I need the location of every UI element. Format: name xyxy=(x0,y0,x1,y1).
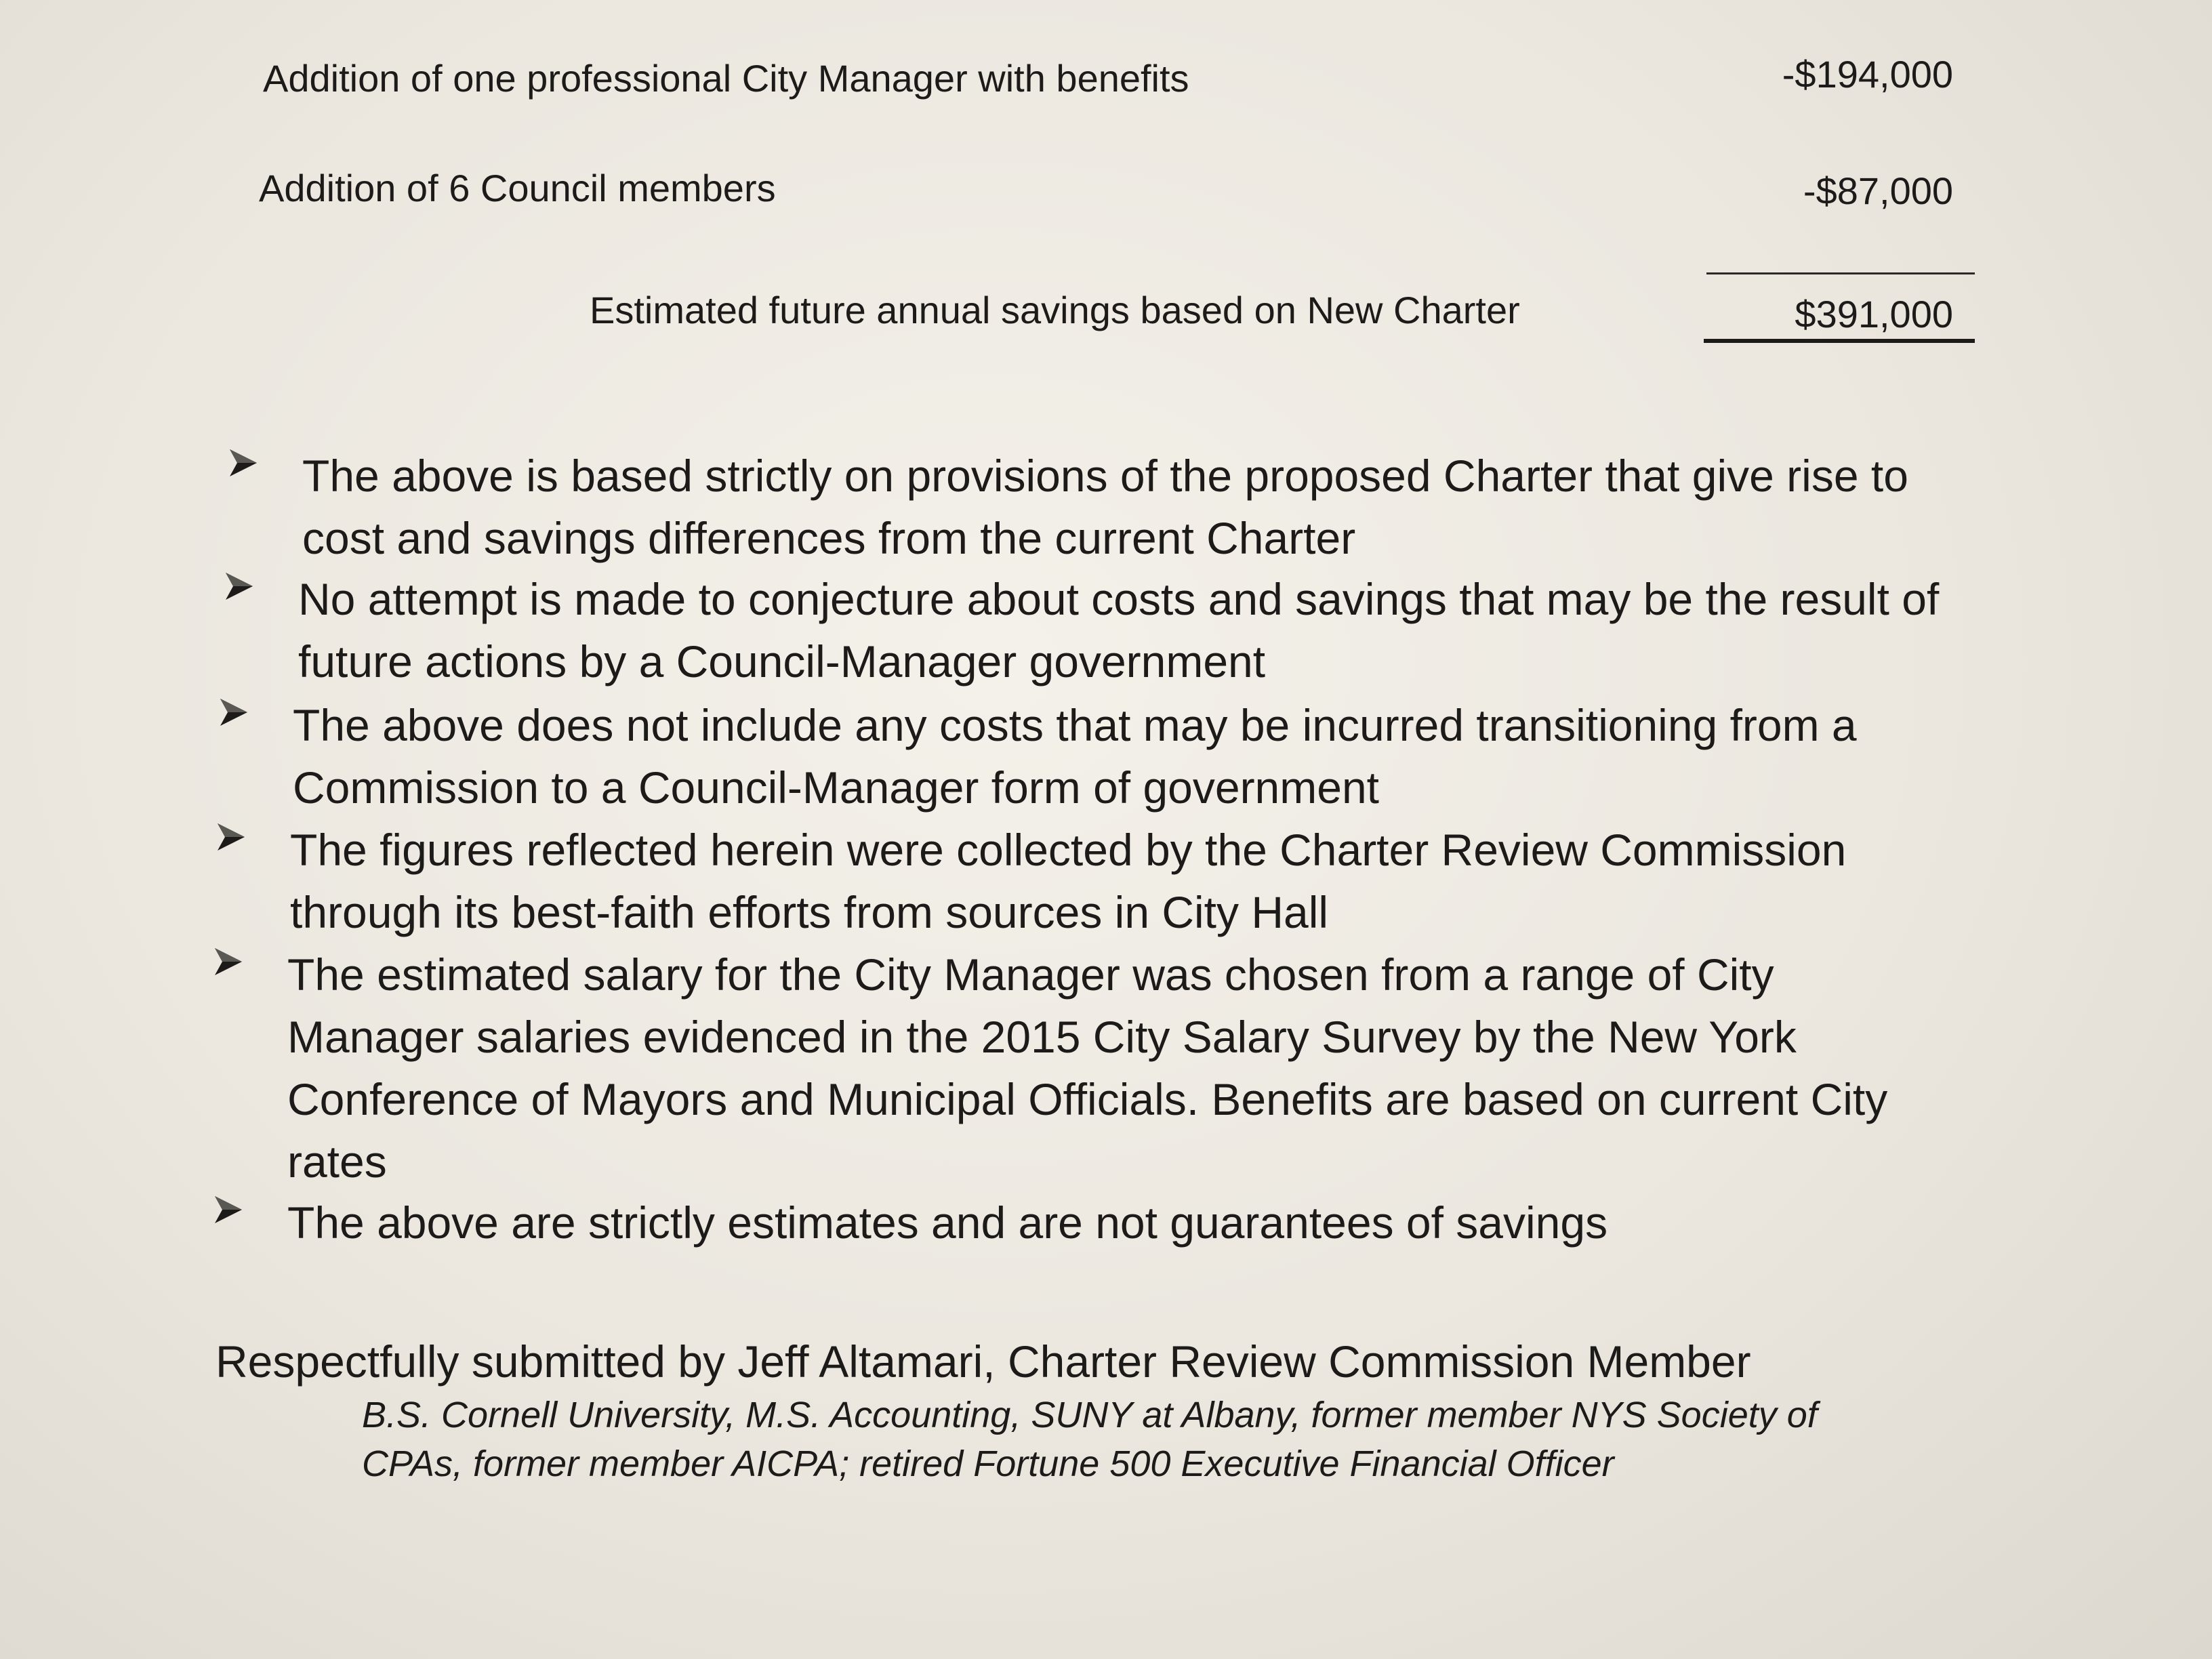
list-item xyxy=(290,819,1944,943)
cost-amount: -$87,000 xyxy=(1803,169,1953,212)
total-amount: $391,000 xyxy=(1795,293,1953,335)
cost-label: Addition of 6 Council members xyxy=(259,167,776,209)
total-label: Estimated future annual savings based on New Charter xyxy=(590,289,1520,331)
cost-amount: -$194,000 xyxy=(1782,53,1953,96)
list-item xyxy=(302,445,1956,569)
bullet-text: The above are strictly estimates and are not guarantees of savings xyxy=(287,1197,1608,1248)
bullet-text: The above does not include any costs that may be incurred transitioning from a Commission to a Council-Manager form of government xyxy=(293,700,1857,813)
list-item xyxy=(293,694,1946,819)
arrowhead-bullet-icon xyxy=(213,1194,244,1225)
list-item xyxy=(298,568,1952,693)
arrowhead-bullet-icon xyxy=(216,821,247,853)
list-item xyxy=(287,943,1900,1193)
arrowhead-bullet-icon xyxy=(218,697,249,728)
bullet-text: The figures reflected herein were collected by the Charter Review Commission through its best-faith efforts from sources in City Hall xyxy=(290,825,1847,937)
list-item xyxy=(287,1191,1941,1254)
arrowhead-bullet-icon xyxy=(224,571,255,602)
author-credentials: B.S. Cornell University, M.S. Accounting, SUNY at Albany, former member NYS Society of CPAs, former member AICPA; retired Fortune 500 Executive Financial Officer xyxy=(362,1395,1818,1484)
bullet-text: The estimated salary for the City Manager was chosen from a range of City Manager salaries evidenced in the 2015 City Salary Survey by the New York Conference of Mayors and Municipal Officials. Benefits are based on current City rates xyxy=(287,949,1888,1187)
bullet-text: The above is based strictly on provisions of the proposed Charter that give rise to cost and savings differences from the current Charter xyxy=(302,451,1908,563)
arrowhead-bullet-icon xyxy=(228,447,259,478)
bullet-text: No attempt is made to conjecture about costs and savings that may be the result of future actions by a Council-Manager government xyxy=(298,574,1940,687)
submitted-by-line: Respectfully submitted by Jeff Altamari, Charter Review Commission Member xyxy=(216,1336,1751,1387)
arrowhead-bullet-icon xyxy=(213,946,244,977)
cost-label: Addition of one professional City Manager with benefits xyxy=(263,57,1189,100)
